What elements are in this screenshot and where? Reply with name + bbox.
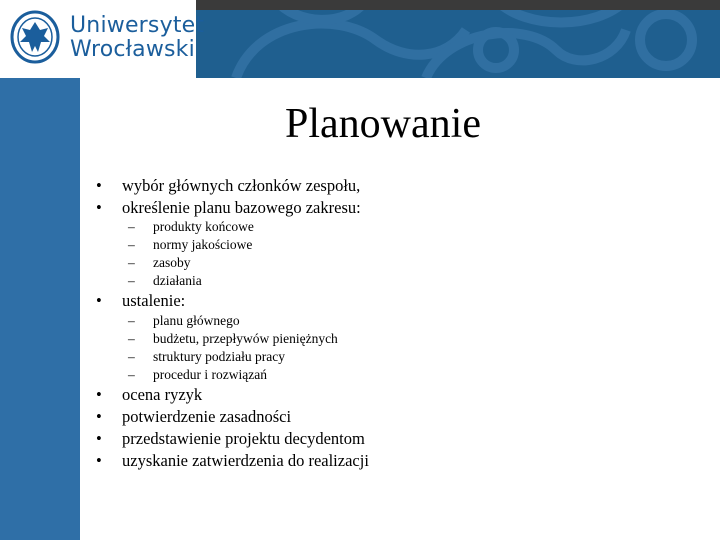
header-band — [196, 0, 720, 78]
dash-icon: – — [128, 219, 135, 234]
header-dark-strip — [196, 0, 720, 10]
university-logo — [10, 8, 205, 70]
swirl-decoration — [196, 0, 720, 78]
slide-title: Planowanie — [285, 101, 481, 147]
bullet-icon: • — [96, 291, 102, 310]
bullet-icon: • — [96, 176, 102, 195]
bullet-icon: • — [96, 451, 102, 470]
dash-icon: – — [128, 273, 135, 288]
university-seal-icon — [10, 10, 60, 64]
bullet-icon: • — [96, 429, 102, 448]
bullet-icon: • — [96, 385, 102, 404]
logo-line-1: Uniwersytet — [70, 13, 205, 38]
dash-icon: – — [128, 367, 135, 382]
bullet-icon: • — [96, 198, 102, 217]
dash-icon: – — [128, 313, 135, 328]
dash-icon: – — [128, 331, 135, 346]
dash-icon: – — [128, 349, 135, 364]
logo-line-2: Wrocławski — [70, 37, 195, 62]
dash-icon: – — [128, 255, 135, 270]
dash-icon: – — [128, 237, 135, 252]
left-sidebar-band — [0, 78, 80, 540]
logo-wordmark — [70, 14, 204, 62]
bullet-icon: • — [96, 407, 102, 426]
